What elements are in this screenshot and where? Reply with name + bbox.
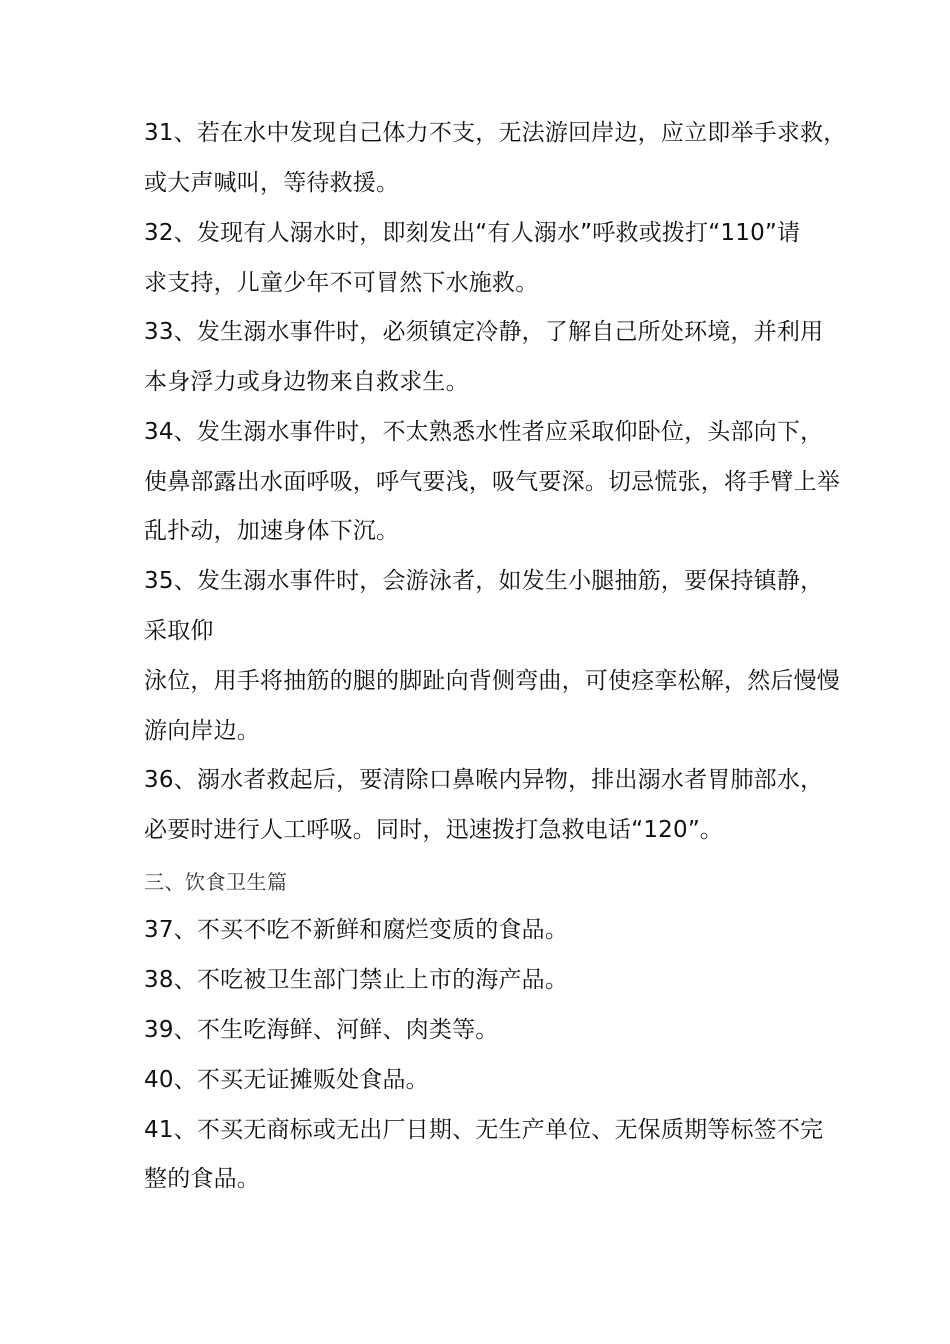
text-line: 本身浮力或身边物来自救求生。 xyxy=(144,369,469,395)
text-line: 使鼻部露出水面呼吸，呼气要浅，吸气要深。切忌慌张，将手臂上举 xyxy=(144,469,840,495)
text-line: 整的食品。 xyxy=(144,1166,260,1192)
text-line: 32、发现有人溺水时，即刻发出“有人溺水”呼救或拨打“110”请 xyxy=(144,220,801,246)
text-line: 41、不买无商标或无出厂日期、无生产单位、无保质期等标签不完 xyxy=(144,1117,824,1143)
text-line: 游向岸边。 xyxy=(144,718,260,744)
text-line: 36、溺水者救起后，要清除口鼻喉内异物，排出溺水者胃肺部水， xyxy=(144,767,824,793)
text-line: 31、若在水中发现自己体力不支，无法游回岸边，应立即举手求救， xyxy=(144,120,847,146)
text-line: 泳位，用手将抽筋的腿的脚趾向背侧弯曲，可使痉挛松解，然后慢慢 xyxy=(144,668,840,694)
section-heading: 三、饮食卫生篇 xyxy=(144,870,288,894)
text-line: 采取仰 xyxy=(144,618,214,644)
text-line: 37、不买不吃不新鲜和腐烂变质的食品。 xyxy=(144,917,569,943)
text-line: 乱扑动，加速身体下沉。 xyxy=(144,518,400,544)
text-line: 35、发生溺水事件时，会游泳者，如发生小腿抽筋，要保持镇静， xyxy=(144,568,824,594)
text-line: 40、不买无证摊贩处食品。 xyxy=(144,1067,429,1093)
text-line: 38、不吃被卫生部门禁止上市的海产品。 xyxy=(144,967,569,993)
text-line: 39、不生吃海鲜、河鲜、肉类等。 xyxy=(144,1017,499,1043)
text-line: 求支持，儿童少年不可冒然下水施救。 xyxy=(144,270,539,296)
text-line: 33、发生溺水事件时，必须镇定冷静，了解自己所处环境，并利用 xyxy=(144,319,824,345)
text-line: 或大声喊叫，等待救援。 xyxy=(144,170,400,196)
text-line: 34、发生溺水事件时，不太熟悉水性者应采取仰卧位，头部向下， xyxy=(144,419,824,445)
text-line: 必要时进行人工呼吸。同时，迅速拨打急救电话“120”。 xyxy=(144,817,724,843)
